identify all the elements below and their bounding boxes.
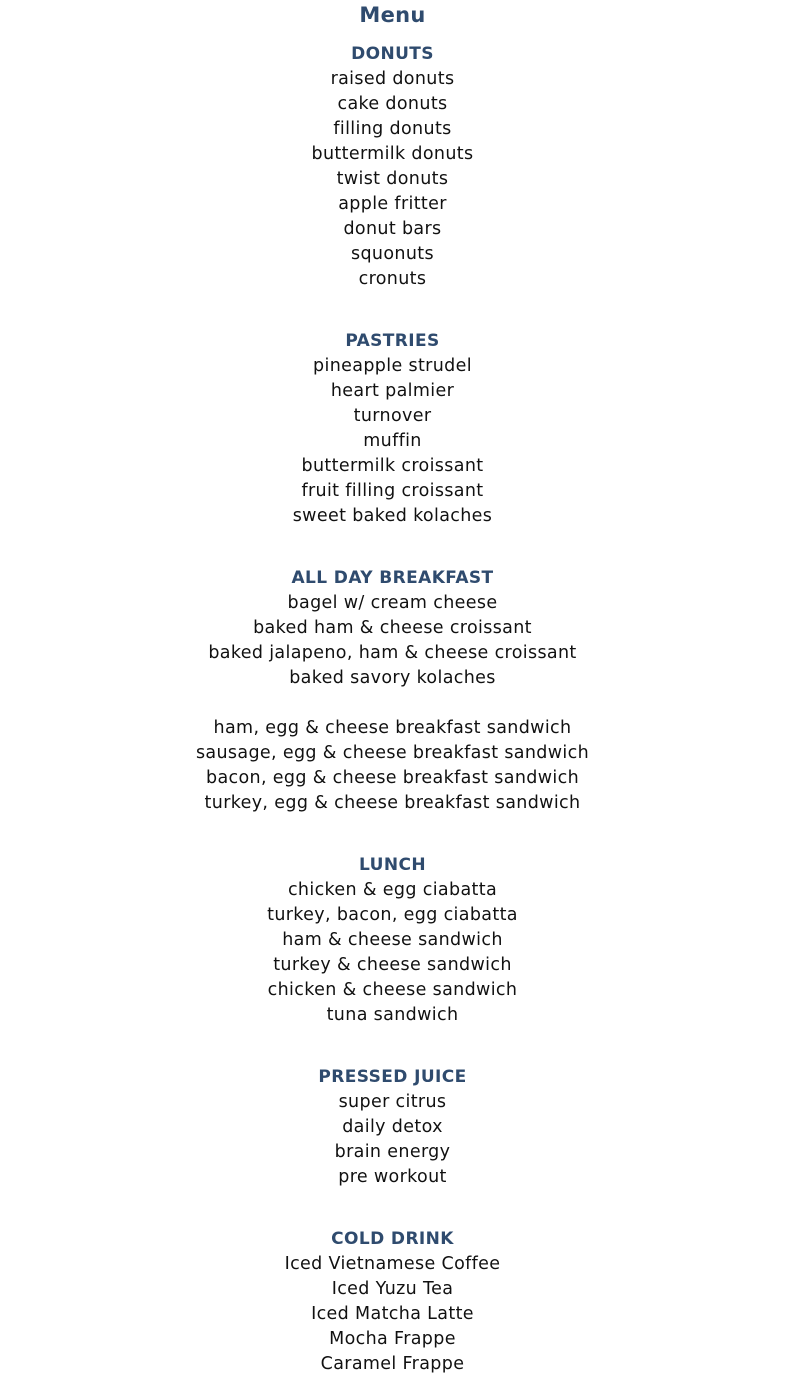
section-heading: LUNCH [359,855,426,875]
menu-item: turkey, bacon, egg ciabatta [267,905,518,925]
menu-item: heart palmier [330,381,455,401]
menu-item: baked jalapeno, ham & cheese croissant [208,643,577,663]
menu-item: Iced Vietnamese Coffee [284,1254,501,1274]
menu-item: Mocha Frappe [329,1329,456,1349]
menu-item: Iced Matcha Latte [311,1304,474,1324]
menu-item: bacon, egg & cheese breakfast sandwich [205,768,580,788]
menu-item: cronuts [358,269,427,289]
menu-item: baked ham & cheese croissant [253,618,532,638]
menu-item: twist donuts [336,169,449,189]
section-heading: ALL DAY BREAKFAST [291,568,494,588]
group-spacer [0,691,785,716]
section-spacer [0,529,785,554]
menu-item: pre workout [338,1167,447,1187]
menu-item: apple fritter [338,194,447,214]
menu-item: ham, egg & cheese breakfast sandwich [213,718,572,738]
menu-section-cold-drink [0,1227,785,1377]
menu-item: filling donuts [333,119,452,139]
menu-item: daily detox [342,1117,443,1137]
menu-section-lunch [0,853,785,1028]
menu-item: donut bars [343,219,442,239]
menu-item: turkey & cheese sandwich [273,955,512,975]
menu-item: turkey, egg & cheese breakfast sandwich [204,793,581,813]
menu-item: buttermilk croissant [301,456,484,476]
menu-item: fruit filling croissant [301,481,484,501]
menu-item: raised donuts [330,69,455,89]
menu-item: turnover [353,406,432,426]
menu-item: tuna sandwich [326,1005,459,1025]
menu-item: cake donuts [337,94,448,114]
menu-sections [0,42,785,1377]
menu-section-pressed-juice [0,1065,785,1190]
menu-item: super citrus [338,1092,447,1112]
menu-item: chicken & cheese sandwich [267,980,518,1000]
section-heading: COLD DRINK [331,1229,454,1249]
menu-item: pineapple strudel [313,356,472,376]
menu-item: baked savory kolaches [289,668,496,688]
menu-item: squonuts [351,244,434,264]
section-heading: PASTRIES [345,331,440,351]
menu-item: Iced Yuzu Tea [331,1279,454,1299]
menu-item: chicken & egg ciabatta [287,880,498,900]
section-heading: PRESSED JUICE [318,1067,467,1087]
menu-item: Caramel Frappe [320,1354,465,1374]
section-spacer [0,1190,785,1215]
menu-item: muffin [363,431,422,451]
menu-item: sweet baked kolaches [292,506,493,526]
menu-section-pastries [0,329,785,529]
section-heading: DONUTS [351,44,434,64]
menu-item: sausage, egg & cheese breakfast sandwich [195,743,590,763]
menu-item: brain energy [334,1142,451,1162]
menu-section-donuts [0,42,785,292]
menu-section-all-day-breakfast [0,566,785,816]
menu-item: buttermilk donuts [311,144,474,164]
page-title: Menu [359,3,426,27]
section-spacer [0,1028,785,1053]
section-spacer [0,816,785,841]
menu-item: bagel w/ cream cheese [287,593,498,613]
menu-item: ham & cheese sandwich [282,930,503,950]
section-spacer [0,292,785,317]
